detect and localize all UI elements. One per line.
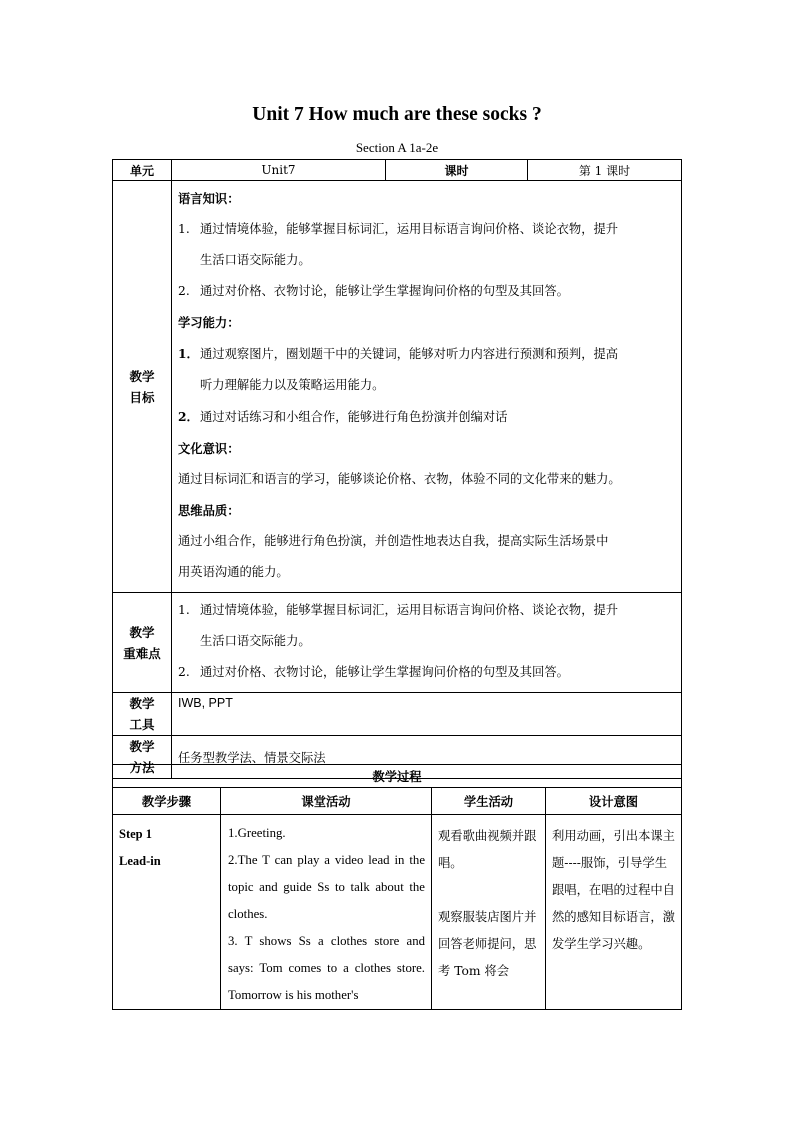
period-label: 课时 [386, 160, 528, 181]
thinking-heading: 思维品质： [178, 503, 240, 518]
key-point-2: 2. 通过对价格、衣物讨论，能够让学生掌握询问价格的句型及其回答。 [178, 665, 569, 679]
step1-phase: Lead-in [119, 854, 161, 868]
key-points-label-text: 教学 重难点 [123, 624, 161, 661]
key-points-row [113, 593, 682, 693]
step1-row [113, 815, 682, 1010]
goals-content [172, 181, 682, 593]
language-heading: 语言知识： [178, 191, 240, 206]
col-design: 设计意图 [546, 788, 682, 815]
design-intent: 利用动画，引出本课主题----服饰，引导学生跟唱，在唱的过程中自然的感知目标语言，激发学生学习兴趣。 [552, 829, 675, 951]
process-header-row [113, 788, 682, 815]
step1-student [432, 815, 546, 1010]
methods-value: 任务型教学法、情景交际法 [172, 736, 682, 779]
culture-text: 通过目标词汇和语言的学习，能够谈论价格、衣物，体验不同的文化带来的魅力。 [178, 472, 621, 486]
goals-label-text: 教学 目标 [129, 368, 155, 405]
learning-item-2: 2．通过对话练习和小组合作，能够进行角色扮演并创编对话 [178, 409, 508, 424]
step1-number: Step 1 [119, 827, 152, 841]
activity-3: 3. T shows Ss a clothes store and says: Tom comes to a clothes store. Tomorrow is his mother's [228, 934, 425, 1002]
tools-row [113, 693, 682, 736]
step1-cell [113, 815, 221, 1010]
key-point-1-cont: 生活口语交际能力。 [200, 634, 311, 648]
culture-heading: 文化意识： [178, 441, 240, 456]
unit-value: Unit7 [172, 160, 386, 181]
key-points-content [172, 593, 682, 693]
col-activity: 课堂活动 [221, 788, 432, 815]
tools-label-text: 教学 工具 [129, 696, 155, 732]
step1-design [546, 815, 682, 1010]
thinking-text-1: 通过小组合作，能够进行角色扮演，并创造性地表达自我，提高实际生活场景中 [178, 534, 609, 548]
step1-activities [221, 815, 432, 1010]
col-student: 学生活动 [432, 788, 546, 815]
header-row [113, 160, 682, 181]
col-step: 教学步骤 [113, 788, 221, 815]
tools-label [113, 693, 172, 736]
document-title: Unit 7 How much are these socks ? [252, 104, 542, 125]
section-subtitle: Section A 1a-2e [355, 140, 439, 155]
student-activity-1: 观看歌曲视频并跟唱。 [438, 829, 537, 870]
language-item-1-cont: 生活口语交际能力。 [200, 253, 311, 267]
thinking-text-2: 用英语沟通的能力。 [178, 565, 289, 579]
methods-label-text: 教学 方法 [129, 739, 155, 775]
goals-label [113, 181, 172, 593]
learning-item-1-cont: 听力理解能力以及策略运用能力。 [200, 378, 385, 392]
process-title: 教学过程 [113, 765, 682, 788]
lesson-info-table [112, 159, 682, 779]
tools-value: IWB, PPT [172, 693, 682, 736]
process-table [112, 764, 682, 1010]
activity-2: 2.The T can play a video lead in the topic and guide Ss to talk about the clothes. [228, 853, 425, 921]
unit-label: 单元 [113, 160, 172, 181]
language-item-1: 1. 通过情境体验，能够掌握目标词汇，运用目标语言询问价格、谈论衣物，提升 [178, 222, 619, 236]
key-point-1: 1. 通过情境体验，能够掌握目标词汇，运用目标语言询问价格、谈论衣物，提升 [178, 603, 619, 617]
student-activity-2: 观察服装店图片并回答老师提问，思考 Tom 将会 [438, 910, 537, 978]
language-item-2: 2. 通过对价格、衣物讨论，能够让学生掌握询问价格的句型及其回答。 [178, 284, 569, 298]
learning-heading: 学习能力： [178, 315, 240, 330]
period-value: 第 1 课时 [528, 160, 682, 181]
goals-row [113, 181, 682, 593]
learning-item-1: 1．通过观察图片，圈划题干中的关键词，能够对听力内容进行预测和预判，提高 [178, 346, 619, 361]
activity-1: 1.Greeting. [228, 826, 286, 840]
process-title-row [113, 765, 682, 788]
key-points-label [113, 593, 172, 693]
